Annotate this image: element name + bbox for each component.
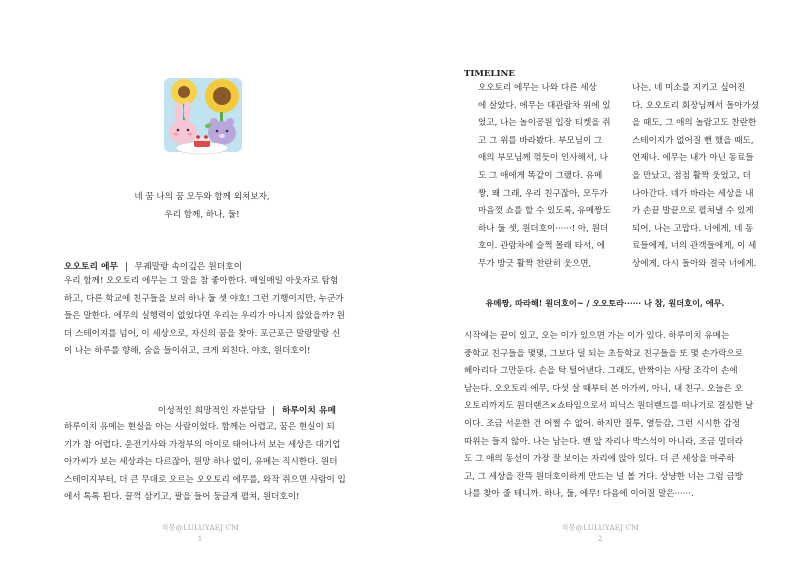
- body-line: 오토리까지도 원더랜즈×쇼타임으로서 피닉스 원더랜드를 떠나기로 결심한 날: [464, 401, 754, 412]
- column-line: 짱, 왜 그래, 우리 친구잖아, 모두가: [478, 188, 608, 199]
- bear-character-icon: [208, 118, 236, 145]
- caption: [112, 188, 292, 224]
- column-line: 나는, 네 미소를 지키고 싶어진: [632, 83, 746, 93]
- body-line: 하루이치 유메는 현실을 아는 사람이었다. 함께는 어렵고, 꿈은 현실이 되: [64, 422, 335, 432]
- body-line: 들은 말한다. 에무의 실행력이 없었다면 우리는 우리가 아니지 않았을까? 원: [64, 311, 345, 322]
- column-line: 고 그 위를 바라봤다. 부모님이 그: [478, 135, 603, 146]
- timeline-label: TIMELINE: [464, 69, 515, 79]
- main-body: [464, 328, 753, 504]
- column-line: 하나 둘 셋, 원더호이······! 아, 원더: [478, 223, 609, 234]
- timeline-right-column: [632, 80, 759, 274]
- section-2-heading: [158, 403, 336, 419]
- body-line: 아가씨가 보는 세상과는 다르잖아, 원망 하나 없이, 유메는 직시한다. 원더: [64, 457, 338, 468]
- page-number: 1: [197, 534, 203, 543]
- column-line: 에 살았다. 에무는 대관람차 위에 있: [478, 100, 611, 111]
- column-line: 나아간다. 네가 바라는 세상을 내: [632, 188, 754, 199]
- column-line: 료들에게, 너의 관객들에게, 이 세: [632, 241, 757, 252]
- character-name: 하루이치 유메: [281, 406, 336, 416]
- body-line: 나를 찾아 줄 테니까. 하나, 둘, 에무! 다음에 이어질 말은······.: [464, 489, 694, 500]
- column-line: 되어, 나는 고맙다. 너에게, 네 동: [632, 223, 754, 234]
- body-line: 더 스테이지를 넘어, 이 세상으로, 자신의 꿈을 찾아. 포근포근 말랑말랑 신: [64, 328, 341, 339]
- column-line: 애의 부모님께 꺾듯이 인사해서, 나: [478, 153, 608, 164]
- column-line: 도 그 애에게 똑같이 그랬다. 유메: [478, 170, 603, 181]
- body-line: 남는다. 오오토리 에무, 다섯 살 때부터 본 아가씨, 아니, 내 친구. 오늘은 오: [464, 383, 743, 394]
- timeline-left-column: [478, 80, 611, 274]
- body-line: 스테이지부터, 더 큰 무대로 오르는 오오토리 에무를, 와작 쥐으면 사람이 입: [64, 474, 346, 485]
- column-line: 상에게, 다시 돌아와 결국 너에게.: [632, 258, 757, 269]
- character-name: 오오토리 에무: [64, 262, 119, 272]
- body-line: 고, 그 세상을 잔뜩 원더호이하게 만드는 널 볼 거다. 상냥한 너는 그럼 금방: [464, 471, 743, 482]
- column-line: 가 손끝 발끝으로 펼쳐낼 수 있게: [632, 206, 754, 217]
- column-line: 언제나. 에무는 내가 아닌 동료들: [632, 153, 754, 164]
- body-line: 이다. 조금 서운한 건 어쩔 수 없어. 하지만 질투, 열등감, 그런 시시한 감정: [464, 418, 741, 429]
- column-line: 을 만났고, 점점 활짝 웃었고, 더: [632, 170, 751, 181]
- body-line: 하고, 다른 학교에 친구들을 보러 하나 둘 셋 야호! 그런 기행이지만, 누군가: [64, 293, 344, 304]
- section-2-body: [64, 419, 346, 507]
- heading-divider: |: [124, 262, 128, 272]
- page-footer: [400, 522, 800, 544]
- column-line: 다. 오오토리 회장님께서 돌아가셨: [632, 100, 760, 111]
- page-2: [400, 0, 800, 569]
- body-line: 헤아리다 그만둔다. 손을 탁 털어낸다. 그래도, 반짝이는 사탕 조각이 손에: [464, 366, 738, 377]
- column-line: 었고, 나는 놀이공원 입장 티켓을 쥐: [478, 118, 611, 129]
- column-line: 마음껏 쇼를 할 수 있도록, 유메짱도: [478, 206, 611, 217]
- column-line: 무가 방긋 활짝 찬란히 웃으면,: [478, 258, 592, 269]
- illustration-image: [162, 66, 244, 178]
- column-line: 을 때도, 그 애의 놀람고도 찬란한: [632, 118, 757, 129]
- footer-credit: 적몽@LULUYAEJ CM: [561, 523, 639, 532]
- page-number: 2: [597, 534, 603, 543]
- body-line: 따위는 들지 않아. 나는 남는다. 맨 앞 자리나 박스석이 아니라, 조금 멀더라: [464, 436, 743, 447]
- section-heading: 유메짱, 따라해! 원더호이~ / 오오토라······ 나 참, 원더호이, 에무.: [485, 298, 725, 308]
- caption-line: 네 꿈 나의 꿈 모두와 함께 외쳐보자,: [134, 192, 270, 202]
- body-line: 중학교 친구들을 몇몇, 그보다 덜 되는 초등학교 친구들을 또 몇 손가락으로: [464, 348, 744, 359]
- character-subtitle: 무궤말랑 속이깊은 원더호이: [134, 262, 243, 272]
- body-line: 시작에는 끝이 있고, 오는 이가 있으면 가는 이가 있다. 하루이치 유메는: [464, 331, 730, 341]
- caption-line: 우리 함께, 하나, 둘!: [164, 210, 240, 220]
- page-footer: [0, 522, 400, 544]
- character-subtitle: 이성적인 희망적인 자분담담: [157, 406, 266, 416]
- body-line: 이 나는 하루를 향해, 숨을 들이쉬고, 크게 외친다. 야호, 원더호이!: [64, 346, 311, 357]
- column-line: 오오토리 에무는 나와 다른 세상: [478, 83, 597, 93]
- footer-credit: 적몽@LULUYAEJ CM: [161, 523, 239, 532]
- heading-divider: |: [272, 406, 276, 416]
- body-line: 우리 함께! 오오토리 에무는 그 말을 참 좋아한다. 매일매일 아웃자로 탐험: [64, 276, 339, 286]
- section-1-body: [64, 273, 345, 361]
- body-line: 도 그 애의 동선이 가장 잘 보이는 자리에 앉아 있다. 더 큰 세상을 마주하: [464, 454, 735, 465]
- body-line: 에서 톡톡 튄다. 꿀꺽 삼키고, 팔을 들어 둥글게 펼쳐, 원더호이!: [64, 492, 300, 503]
- column-line: 호이. 관람차에 슬쩍 몰래 타서, 에: [478, 241, 606, 252]
- column-line: 스테이지가 없어질 뻔 했을 때도,: [632, 135, 754, 146]
- body-line: 기가 참 어렵다. 운전기사와 가정부의 아이로 태어나서 보는 세상은 대기업: [64, 439, 341, 450]
